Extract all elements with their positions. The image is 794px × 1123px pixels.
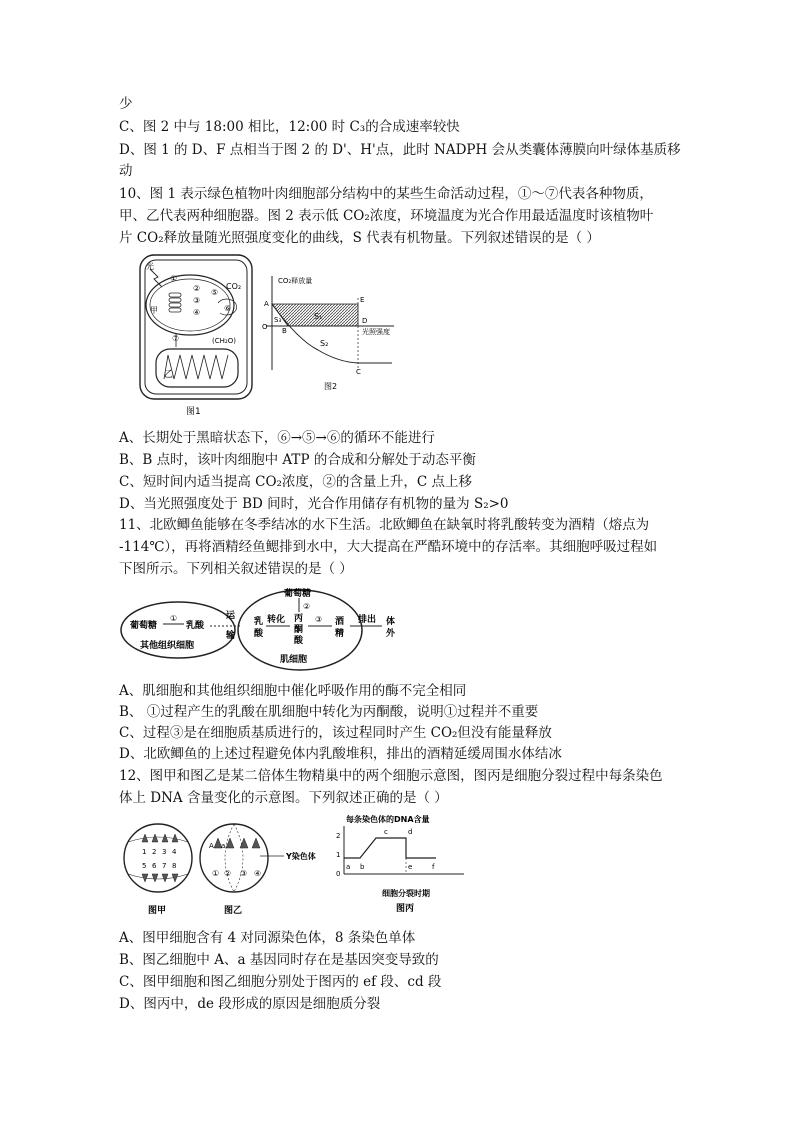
- gene-A: A: [209, 842, 214, 850]
- point-a: A: [264, 300, 269, 308]
- bing-x-label: 细胞分裂时期: [382, 889, 430, 898]
- alcohol-2: 精: [335, 629, 345, 639]
- q9-option-d-line2: 动: [119, 163, 133, 179]
- circ-5: ⑤: [211, 288, 219, 297]
- q11-option-a: A、肌细胞和其他组织细胞中催化呼吸作用的酶不完全相同: [119, 683, 467, 699]
- q10-figure2-graph: [258, 270, 398, 396]
- light-arrow: [150, 269, 162, 287]
- spindle-jia: [128, 837, 188, 879]
- seg-d: d: [408, 828, 413, 836]
- q9-option-c: C、图 2 中与 18:00 相比，12:00 时 C₃的合成速率较快: [119, 119, 460, 135]
- q11-stem-line3: 下图所示。下列相关叙述错误的是（ ）: [119, 561, 353, 577]
- transport-top: 运: [226, 611, 236, 621]
- q12-stem-line1: 12、图甲和图乙是某二倍体生物精巢中的两个细胞示意图，图丙是细胞分裂过程中每条染色: [119, 768, 663, 784]
- lactic-left: 乳酸: [186, 621, 205, 631]
- q9-continuation: 少: [119, 96, 133, 112]
- chrom-no-5: 5: [142, 862, 147, 870]
- cell-jia: [124, 824, 192, 892]
- chrom-no-6: 6: [152, 862, 157, 870]
- glucose-left: 葡萄糖: [130, 621, 158, 631]
- y-axis-label: CO₂释放量: [278, 277, 313, 285]
- point-c: C: [356, 368, 361, 376]
- dna-content-curve: [344, 838, 436, 858]
- q12-option-b: B、图乙细胞中 A、a 基因同时存在是基因突变导致的: [119, 952, 439, 968]
- point-b: B: [282, 327, 287, 335]
- x-axis-label: 光照强度: [362, 328, 390, 336]
- q10-option-c: C、短时间内适当提高 CO₂浓度，②的含量上升，C 点上移: [119, 474, 473, 490]
- transport-bottom: 输: [226, 631, 236, 641]
- pyruvate-3: 酸: [294, 636, 304, 646]
- jia-label: 甲: [150, 306, 158, 315]
- q10-option-a: A、长期处于黑暗状态下，⑥→⑤→⑥的循环不能进行: [119, 430, 435, 446]
- glucose-right: 葡萄糖: [284, 589, 312, 599]
- chrom-no-4: 4: [172, 848, 177, 856]
- caption-yi: 图乙: [224, 906, 243, 916]
- label-s3: S₃: [274, 316, 282, 324]
- q12-figures: [120, 812, 480, 924]
- lactic-right-1: 乳: [254, 617, 264, 627]
- seg-b: b: [360, 863, 365, 871]
- alcohol-1: 酒: [335, 617, 345, 627]
- tick-2: 2: [336, 832, 341, 840]
- circ-2: ②: [193, 284, 201, 293]
- chrom-no-2: 2: [152, 848, 157, 856]
- circ-7: ⑦: [172, 334, 180, 343]
- light-label: 光: [146, 262, 154, 271]
- other-cells-label: 其他组织细胞: [140, 641, 195, 651]
- q11-stem-line1: 11、北欧鲫鱼能够在冬季结冰的水下生活。北欧鲫鱼在缺氧时将乳酸转变为酒精（熔点为: [119, 517, 650, 533]
- chromosomes-jia: [142, 834, 178, 882]
- caption-jia: 图甲: [148, 906, 167, 916]
- circ-3: ③: [193, 296, 201, 305]
- q10-option-d: D、当光照强度处于 BD 间时，光合作用储存有机物的量为 S₂>0: [119, 496, 509, 512]
- q9-option-d-line1: D、图 1 的 D、F 点相当于图 2 的 D'、H'点，此时 NADPH 会从类囊体薄膜向叶绿体基质移: [119, 142, 681, 158]
- co2-label: CO₂: [226, 282, 242, 291]
- q10-stem-line2: 甲、乙代表两种细胞器。图 2 表示低 CO₂浓度，环境温度为光合作用最适温度时该植物叶: [119, 208, 654, 224]
- chrom-no-8: 8: [172, 862, 177, 870]
- outside-2: 外: [386, 629, 396, 639]
- lactic-right-2: 酸: [254, 629, 264, 639]
- spindle-yi: [225, 824, 243, 892]
- chrom-no-3: 3: [162, 848, 167, 856]
- figure1-caption: 图1: [186, 407, 201, 417]
- seg-e: e: [408, 863, 413, 871]
- q11-respiration-diagram: [118, 584, 408, 676]
- chrom-circ-1: ①: [212, 869, 220, 878]
- excrete-label: 排出: [358, 615, 377, 625]
- q11-option-d: D、北欧鲫鱼的上述过程避免体内乳酸堆积，排出的酒精延缓周围水体结冰: [119, 746, 562, 762]
- point-e: E: [360, 296, 365, 304]
- seg-c: c: [384, 828, 388, 836]
- figure2-caption: 图2: [324, 382, 338, 391]
- muscle-cell-label: 肌细胞: [280, 655, 308, 665]
- yi-label: 乙: [164, 370, 174, 380]
- q10-figure1-cell: [136, 251, 256, 423]
- q10-option-b: B、B 点时，该叶肉细胞中 ATP 的合成和分解处于动态平衡: [119, 452, 476, 468]
- q11-option-c: C、过程③是在细胞质基质进行的，该过程同时产生 CO₂但没有能量释放: [119, 725, 552, 741]
- q12-option-d: D、图丙中，de 段形成的原因是细胞质分裂: [119, 996, 381, 1012]
- convert-label: 转化: [267, 615, 286, 625]
- pyruvate-1: 丙: [294, 614, 304, 624]
- q10-stem-line3: 片 CO₂释放量随光照强度变化的曲线，S 代表有机物量。下列叙述错误的是（ ）: [119, 230, 600, 246]
- cell-yi: [200, 824, 268, 892]
- step-2: ②: [303, 602, 311, 611]
- gene-a: a: [221, 842, 226, 850]
- step-1: ①: [170, 614, 178, 623]
- ch2o-label: (CH₂O): [212, 337, 236, 345]
- bing-title: 每条染色体的DNA含量: [346, 815, 430, 824]
- chrom-no-7: 7: [162, 862, 167, 870]
- pyruvate-2: 酮: [294, 625, 304, 635]
- circ-4: ④: [193, 308, 201, 317]
- q11-stem-line2: -114℃），再将酒精经鱼鳃排到水中，大大提高在严酷环境中的存活率。其细胞呼吸过程如: [119, 539, 658, 555]
- seg-a: a: [346, 863, 351, 871]
- step-3: ③: [315, 615, 323, 624]
- q10-stem-line1: 10、图 1 表示绿色植物叶肉细胞部分结构中的某些生命活动过程，①～⑦代表各种物质，: [119, 186, 653, 202]
- cristae: [164, 355, 228, 379]
- label-s1: S₁: [314, 312, 323, 321]
- circ-6: ⑥: [224, 304, 232, 313]
- caption-bing: 图丙: [396, 904, 415, 914]
- label-s2: S₂: [320, 339, 329, 348]
- point-o: O: [262, 323, 268, 331]
- y-chromosome-label: Y染色体: [286, 852, 316, 861]
- q12-option-c: C、图甲细胞和图乙细胞分别处于图丙的 ef 段、cd 段: [119, 974, 442, 990]
- q11-option-b: B、 ①过程产生的乳酸在肌细胞中转化为丙酮酸，说明①过程并不重要: [119, 704, 539, 720]
- chrom-circ-4: ④: [254, 869, 262, 878]
- q12-stem-line2: 体上 DNA 含量变化的示意图。下列叙述正确的是（ ）: [119, 790, 448, 806]
- tick-1: 1: [336, 851, 341, 859]
- chrom-no-1: 1: [142, 848, 147, 856]
- chrom-circ-3: ③: [240, 869, 248, 878]
- seg-f: f: [432, 863, 435, 871]
- q12-option-a: A、图甲细胞含有 4 对同源染色体，8 条染色单体: [119, 930, 416, 946]
- circ-1: ①: [170, 274, 178, 283]
- point-d: D: [362, 317, 368, 325]
- chrom-circ-2: ②: [224, 869, 232, 878]
- tick-0: 0: [336, 870, 341, 878]
- outside-1: 体: [386, 617, 396, 627]
- grana-stack: [169, 293, 181, 312]
- mitochondrion: [156, 349, 238, 387]
